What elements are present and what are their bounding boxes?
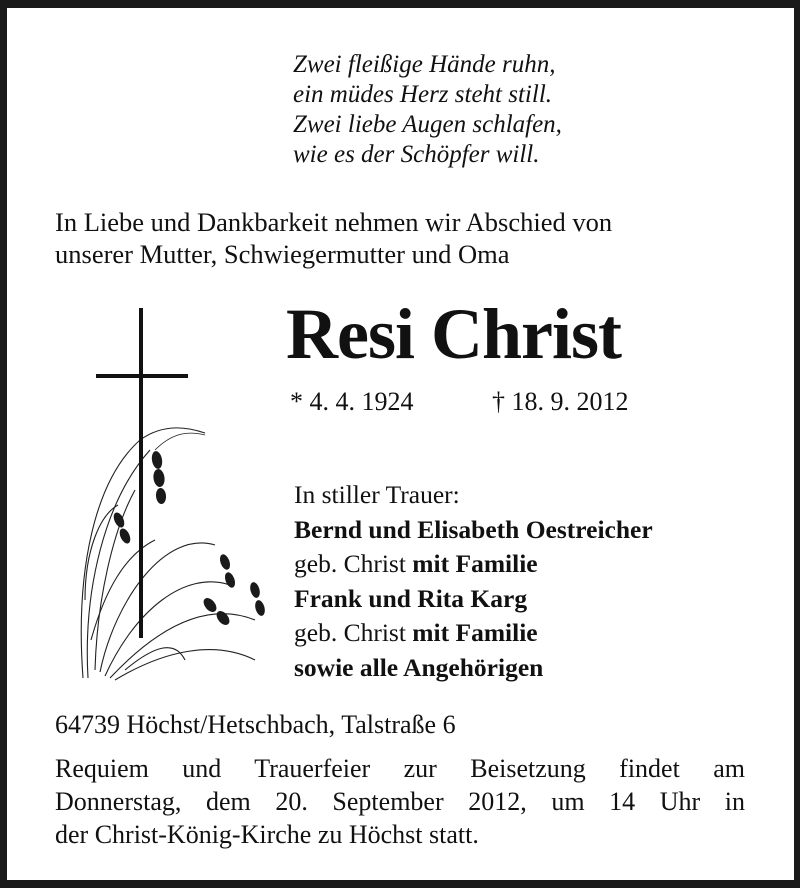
- intro-line: In Liebe und Dankbarkeit nehmen wir Abschied von: [55, 207, 613, 237]
- deceased-name: Resi Christ: [286, 294, 621, 374]
- wheat-ears: [112, 450, 267, 627]
- requiem-line: Requiem und Trauerfeier zur Beisetzung findet am: [55, 754, 745, 783]
- poem-line: wie es der Schöpfer will.: [293, 141, 540, 168]
- birth-date: * 4. 4. 1924: [290, 387, 414, 416]
- maiden-name: geb. Christ: [294, 618, 406, 647]
- poem: [293, 50, 562, 170]
- family-note: mit Familie: [412, 618, 538, 647]
- intro-line: unserer Mutter, Schwiegermutter und Oma: [55, 239, 510, 269]
- cross-icon: [96, 308, 188, 638]
- relatives-line: sowie alle Angehörigen: [294, 652, 544, 682]
- mourners-heading: In stiller Trauer:: [294, 480, 460, 509]
- mourner-note: [294, 616, 653, 651]
- address: 64739 Höchst/Hetschbach, Talstraße 6: [55, 710, 456, 739]
- death-date: † 18. 9. 2012: [492, 387, 629, 416]
- mourner-note: [294, 547, 653, 582]
- poem-line: Zwei fleißige Hände ruhn,: [293, 51, 556, 78]
- poem-line: Zwei liebe Augen schlafen,: [293, 111, 562, 138]
- mourners-block: [294, 478, 653, 685]
- mourner-name: Bernd und Elisabeth Oestreicher: [294, 514, 653, 544]
- poem-line: ein müdes Herz steht still.: [293, 81, 553, 108]
- family-note: mit Familie: [412, 549, 538, 578]
- wheat-illustration-icon: [81, 428, 255, 680]
- mourner-name: Frank und Rita Karg: [294, 583, 528, 613]
- requiem-line: der Christ-König-Kirche zu Höchst statt.: [55, 820, 479, 849]
- intro-text: [55, 206, 612, 270]
- cross-and-wheat-illustration: [55, 300, 275, 690]
- maiden-name: geb. Christ: [294, 549, 406, 578]
- requiem-line: Donnerstag, dem 20. September 2012, um 14 Uhr in: [55, 787, 745, 816]
- requiem-text: [55, 752, 745, 851]
